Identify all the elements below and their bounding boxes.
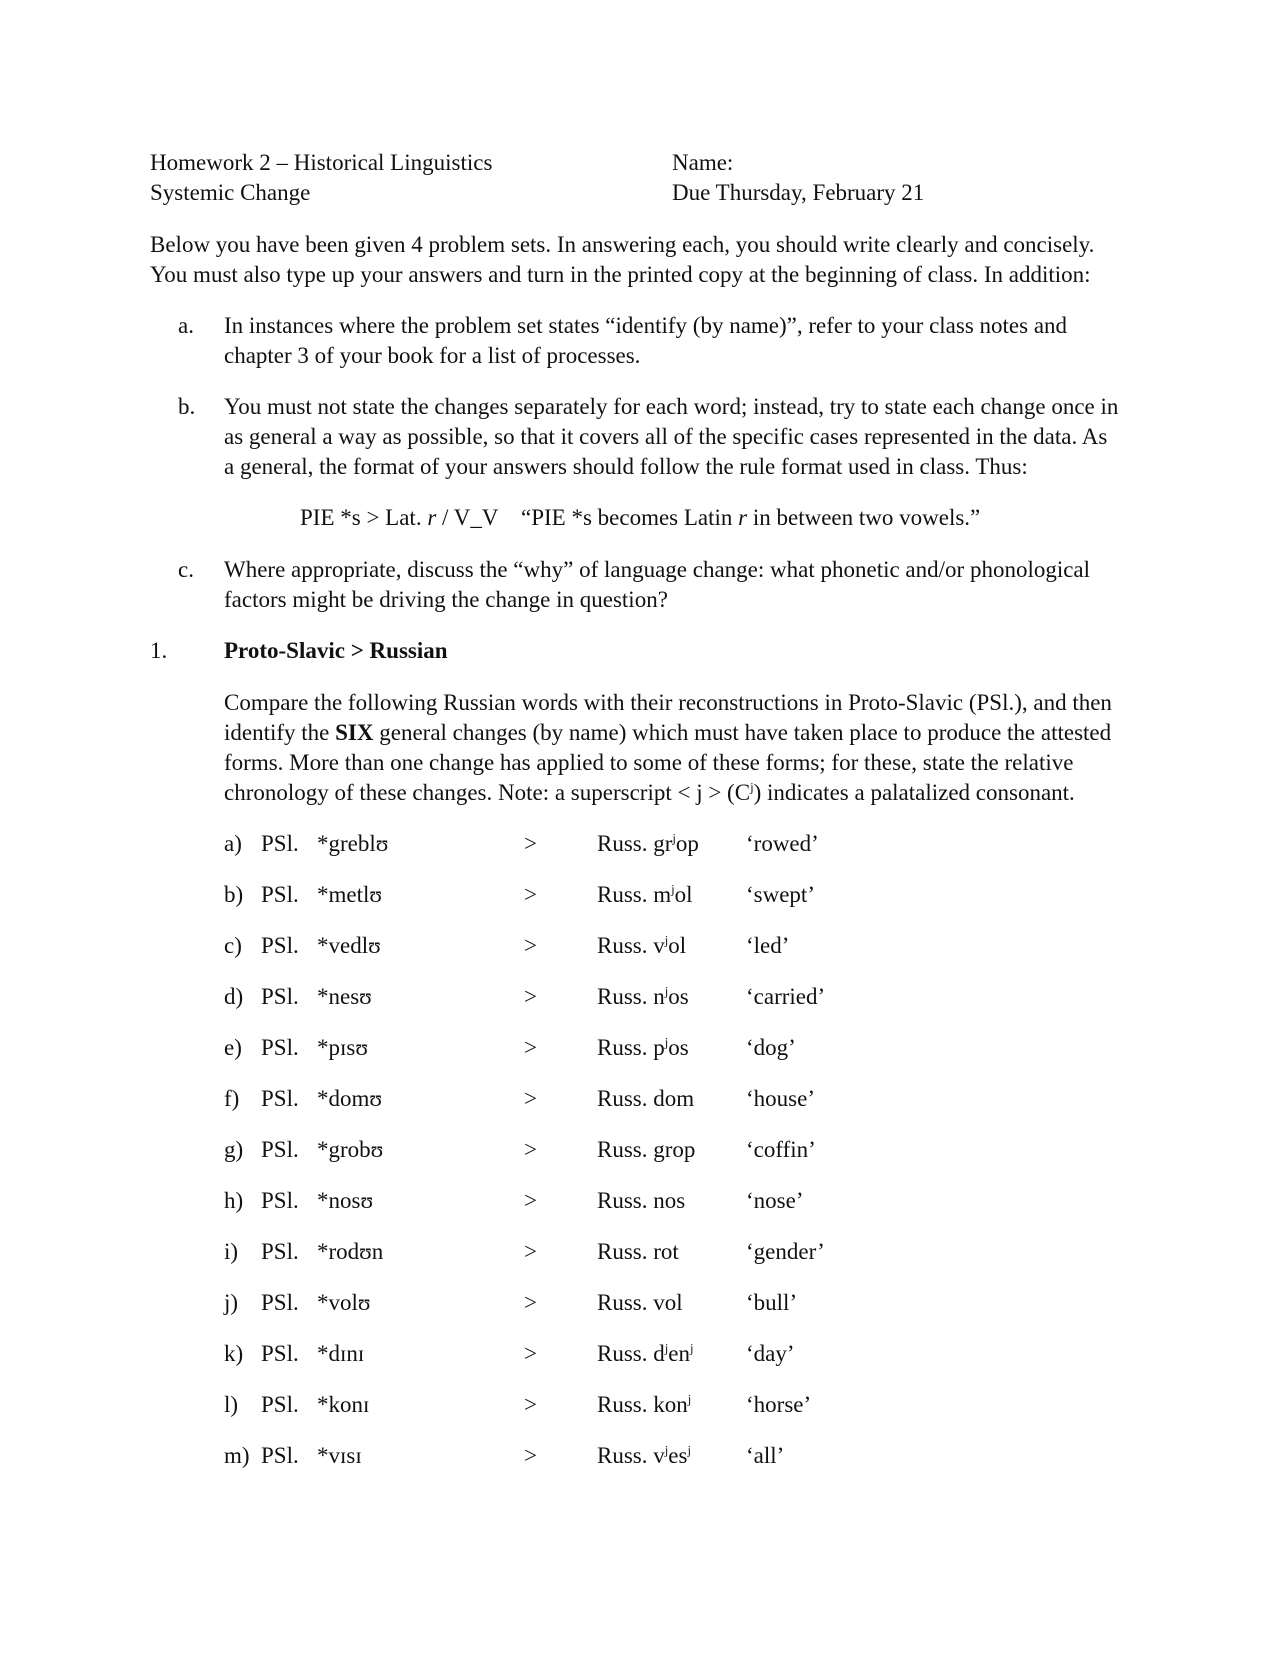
problem-text-line-2: identify the SIX general changes (by name) which must have taken place to produce the attested	[224, 720, 1112, 745]
data-row	[0, 1033, 1280, 1063]
item-language: PSl.	[261, 933, 299, 958]
item-arrow: >	[524, 1137, 537, 1162]
item-letter: b)	[224, 882, 244, 907]
item-language: PSl.	[261, 1290, 299, 1315]
doc-title: Homework 2 – Historical Linguistics	[150, 150, 493, 175]
item-language: PSl.	[261, 1188, 299, 1213]
item-language: PSl.	[261, 882, 299, 907]
item-language: PSl.	[261, 1341, 299, 1366]
instruction-marker-b: b.	[178, 394, 196, 419]
instruction-a-line-1: In instances where the problem set states “identify (by name)”, refer to your class notes and	[224, 313, 1068, 338]
item-proto-form: *dɪnɪ	[317, 1341, 365, 1366]
item-arrow: >	[524, 1341, 537, 1366]
instruction-marker-c: c.	[178, 557, 194, 582]
item-russian-form: Russ. $gr^jop$	[597, 831, 699, 856]
data-row	[0, 1390, 1280, 1420]
item-russian-form: Russ. $m^jol$	[597, 882, 693, 907]
problem-text-line-4: chronology of these changes. Note: a superscript < $j > (C^j)$ indicates a palatalized consonant.	[224, 780, 1075, 805]
instruction-b-line-3: a general, the format of your answers should follow the rule format used in class. Thus:	[224, 454, 1028, 479]
item-gloss: ‘day’	[746, 1341, 795, 1366]
item-gloss: ‘dog’	[746, 1035, 796, 1060]
item-gloss: ‘horse’	[746, 1392, 812, 1417]
instruction-c-line-1: Where appropriate, discuss the “why” of language change: what phonetic and/or phonological	[224, 557, 1091, 582]
problem-number: 1.	[150, 638, 168, 663]
due-date: Due Thursday, February 21	[672, 180, 925, 205]
item-proto-form: *nosʊ	[317, 1188, 374, 1213]
item-arrow: >	[524, 1035, 537, 1060]
item-russian-form: Russ. $d^jen^j$	[597, 1341, 694, 1366]
item-arrow: >	[524, 1290, 537, 1315]
item-proto-form: *konɪ	[317, 1392, 370, 1417]
item-arrow: >	[524, 933, 537, 958]
item-letter: k)	[224, 1341, 244, 1366]
item-russian-form: Russ. $n^jos$	[597, 984, 689, 1009]
instruction-marker-a: a.	[178, 313, 194, 338]
item-arrow: >	[524, 984, 537, 1009]
instruction-a-line-2: chapter 3 of your book for a list of processes.	[224, 343, 641, 368]
data-row	[0, 880, 1280, 910]
problem-text-line-1: Compare the following Russian words with their reconstructions in Proto-Slavic (PSl.), and then	[224, 690, 1112, 715]
item-proto-form: *pɪsʊ	[317, 1035, 368, 1060]
doc-subtitle: Systemic Change	[150, 180, 311, 205]
data-row	[0, 1237, 1280, 1267]
data-row	[0, 829, 1280, 859]
item-proto-form: *volʊ	[317, 1290, 371, 1315]
item-letter: l)	[224, 1392, 239, 1417]
item-proto-form: *grobʊ	[317, 1137, 384, 1162]
data-row	[0, 982, 1280, 1012]
instruction-b-line-1: You must not state the changes separately for each word; instead, try to state each change once in	[224, 394, 1119, 419]
rule-gloss: “PIE *s becomes Latin r in between two vowels.”	[521, 505, 981, 530]
data-row	[0, 931, 1280, 961]
problem-heading: Proto-Slavic > Russian	[224, 638, 448, 663]
item-russian-form: Russ. nos	[597, 1188, 686, 1213]
item-proto-form: *vɪsɪ	[317, 1443, 362, 1468]
intro-line-1: Below you have been given 4 problem sets. In answering each, you should write clearly and concisely.	[150, 232, 1095, 257]
item-proto-form: *nesʊ	[317, 984, 372, 1009]
item-letter: d)	[224, 984, 244, 1009]
item-language: PSl.	[261, 1086, 299, 1111]
item-gloss: ‘carried’	[746, 984, 826, 1009]
instruction-c-line-2: factors might be driving the change in question?	[224, 587, 668, 612]
item-arrow: >	[524, 1392, 537, 1417]
item-letter: e)	[224, 1035, 242, 1060]
item-russian-form: Russ. kon$^j$	[597, 1392, 692, 1417]
item-letter: g)	[224, 1137, 244, 1162]
item-russian-form: Russ. grop	[597, 1137, 696, 1162]
item-russian-form: Russ. rot	[597, 1239, 679, 1264]
item-gloss: ‘nose’	[746, 1188, 804, 1213]
item-letter: j)	[224, 1290, 239, 1315]
item-letter: c)	[224, 933, 242, 958]
item-gloss: ‘rowed’	[746, 831, 819, 856]
instruction-b-line-2: as general a way as possible, so that it covers all of the specific cases represented in the data. As	[224, 424, 1108, 449]
item-proto-form: *metlʊ	[317, 882, 383, 907]
item-arrow: >	[524, 882, 537, 907]
problem-text-line-3: forms. More than one change has applied to some of these forms; for these, state the relative	[224, 750, 1074, 775]
item-language: PSl.	[261, 1035, 299, 1060]
item-proto-form: *greblʊ	[317, 831, 389, 856]
item-russian-form: Russ. vol	[597, 1290, 683, 1315]
item-language: PSl.	[261, 1239, 299, 1264]
item-gloss: ‘all’	[746, 1443, 785, 1468]
item-letter: h)	[224, 1188, 244, 1213]
intro-line-2: You must also type up your answers and turn in the printed copy at the beginning of class. In addition:	[150, 262, 1091, 287]
item-gloss: ‘gender’	[746, 1239, 825, 1264]
item-arrow: >	[524, 1239, 537, 1264]
data-row	[0, 1441, 1280, 1471]
item-arrow: >	[524, 831, 537, 856]
item-gloss: ‘swept’	[746, 882, 815, 907]
item-arrow: >	[524, 1443, 537, 1468]
data-row	[0, 1186, 1280, 1216]
name-label: Name:	[672, 150, 734, 175]
data-row	[0, 1084, 1280, 1114]
data-row	[0, 1339, 1280, 1369]
item-language: PSl.	[261, 984, 299, 1009]
item-language: PSl.	[261, 831, 299, 856]
data-row	[0, 1288, 1280, 1318]
item-language: PSl.	[261, 1392, 299, 1417]
item-proto-form: *vedlʊ	[317, 933, 381, 958]
item-arrow: >	[524, 1086, 537, 1111]
item-letter: a)	[224, 831, 242, 856]
item-proto-form: *rodʊn	[317, 1239, 384, 1264]
rule-example: PIE *s > Lat. r / V_V	[300, 505, 499, 530]
item-language: PSl.	[261, 1137, 299, 1162]
item-language: PSl.	[261, 1443, 299, 1468]
item-gloss: ‘led’	[746, 933, 790, 958]
item-arrow: >	[524, 1188, 537, 1213]
item-gloss: ‘house’	[746, 1086, 815, 1111]
item-gloss: ‘coffin’	[746, 1137, 816, 1162]
item-letter: m)	[224, 1443, 250, 1468]
item-russian-form: Russ. $v^jol$	[597, 933, 687, 958]
item-letter: f)	[224, 1086, 240, 1111]
item-proto-form: *domʊ	[317, 1086, 383, 1111]
item-russian-form: Russ. $p^jos$	[597, 1035, 689, 1060]
data-row	[0, 1135, 1280, 1165]
item-russian-form: Russ. $v^jes^j$	[597, 1443, 691, 1468]
item-gloss: ‘bull’	[746, 1290, 798, 1315]
item-letter: i)	[224, 1239, 239, 1264]
item-russian-form: Russ. dom	[597, 1086, 695, 1111]
